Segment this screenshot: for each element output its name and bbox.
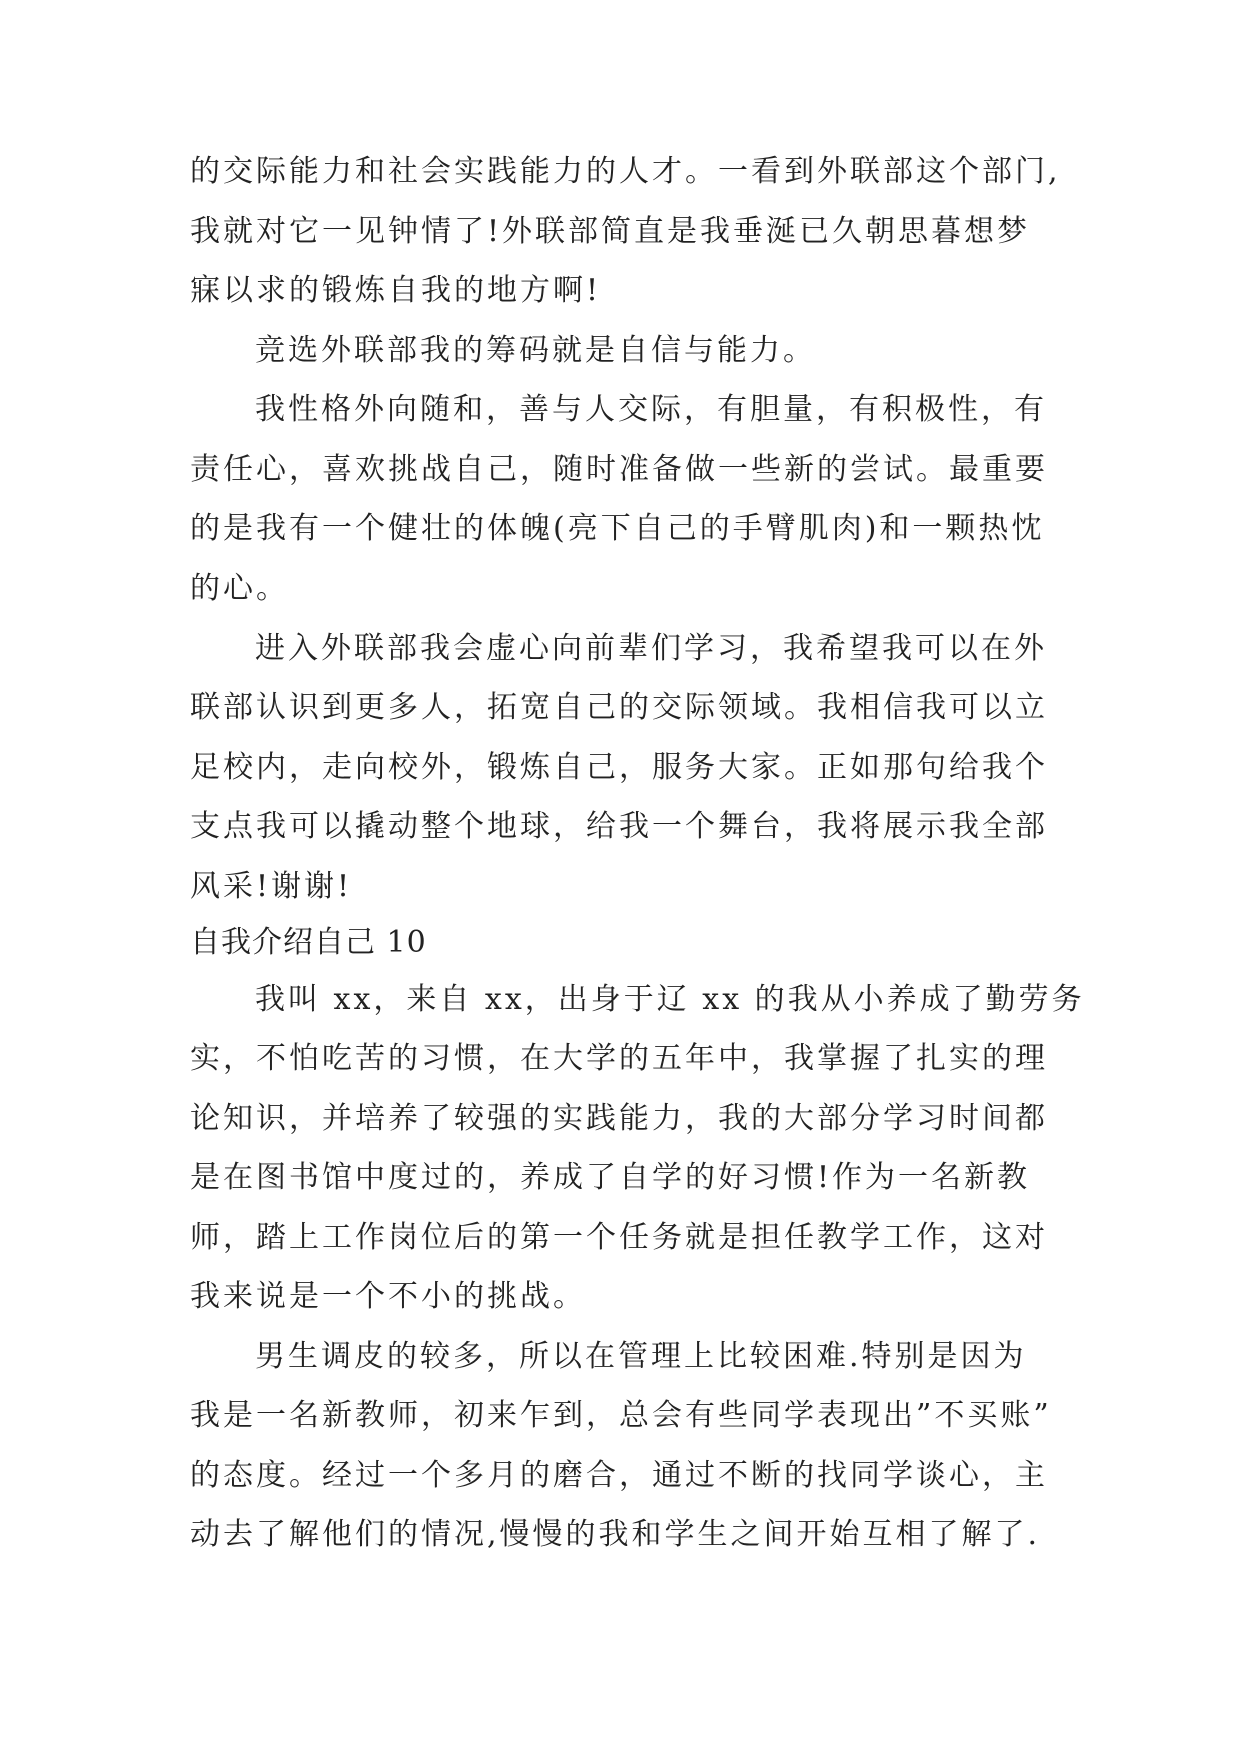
- paragraph-line: 进入外联部我会虚心向前辈们学习，我希望我可以在外: [255, 631, 1047, 666]
- paragraph-line: 的态度。经过一个多月的磨合，通过不断的找同学谈心，主: [190, 1458, 1048, 1493]
- paragraph-line: 实，不怕吃苦的习惯，在大学的五年中，我掌握了扎实的理: [190, 1041, 1048, 1076]
- paragraph-line: 我就对它一见钟情了!外联部简直是我垂涎已久朝思暮想梦: [190, 214, 1031, 249]
- paragraph-line: 师，踏上工作岗位后的第一个任务就是担任教学工作，这对: [190, 1220, 1048, 1255]
- paragraph-line: 的是我有一个健壮的体魄(亮下自己的手臂肌肉)和一颗热忱: [190, 511, 1045, 546]
- paragraph-line: 竞选外联部我的筹码就是自信与能力。: [255, 333, 816, 368]
- paragraph-line: 的交际能力和社会实践能力的人才。一看到外联部这个部门,: [190, 154, 1061, 189]
- section-heading: 自我介绍自己 10: [190, 925, 427, 960]
- paragraph-line: 我是一名新教师，初来乍到，总会有些同学表现出”不买账”: [190, 1398, 1052, 1433]
- paragraph-line: 是在图书馆中度过的，养成了自学的好习惯!作为一名新教: [190, 1160, 1031, 1195]
- paragraph-line: 联部认识到更多人，拓宽自己的交际领域。我相信我可以立: [190, 690, 1048, 725]
- paragraph-line: 男生调皮的较多，所以在管理上比较困难.特别是因为: [255, 1339, 1027, 1374]
- paragraph-line: 支点我可以撬动整个地球，给我一个舞台，我将展示我全部: [190, 809, 1048, 844]
- paragraph-line: 我叫 xx，来自 xx，出身于辽 xx 的我从小养成了勤劳务: [255, 982, 1085, 1017]
- paragraph-line: 的心。: [190, 571, 289, 606]
- paragraph-line: 寐以求的锻炼自我的地方啊!: [190, 273, 602, 308]
- paragraph-line: 我来说是一个不小的挑战。: [190, 1279, 586, 1314]
- paragraph-line: 责任心，喜欢挑战自己，随时准备做一些新的尝试。最重要: [190, 452, 1048, 487]
- paragraph-line: 风采!谢谢!: [190, 869, 353, 904]
- paragraph-line: 足校内，走向校外，锻炼自己，服务大家。正如那句给我个: [190, 750, 1048, 785]
- paragraph-line: 动去了解他们的情况,慢慢的我和学生之间开始互相了解了.: [190, 1517, 1041, 1552]
- paragraph-line: 论知识，并培养了较强的实践能力，我的大部分学习时间都: [190, 1101, 1048, 1136]
- paragraph-line: 我性格外向随和，善与人交际，有胆量，有积极性，有: [255, 392, 1047, 427]
